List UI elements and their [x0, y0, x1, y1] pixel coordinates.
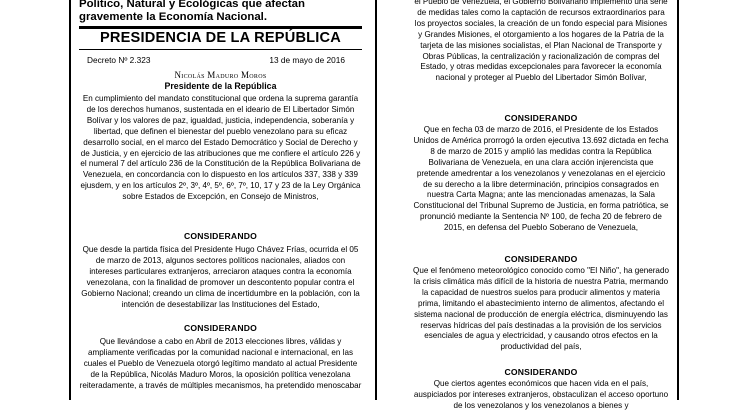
- considerando-paragraph: Que ciertos agentes económicos que hacen vida en el país, auspiciados por intereses extranjeros, obstaculizan el acceso oportuno de los venezolanos y los venezolanos a bienes y: [413, 379, 669, 410]
- considerando-heading: CONSIDERANDO: [183, 231, 258, 241]
- considerando-paragraph: Que llevándose a cabo en Abril de 2013 elecciones libres, válidas y ampliamente verificadas por la comunidad nacional e internacional, en las cuales el Pueblo de Venezuela otorgó legítimo mandato al actual Presidente de la República, Nicolás Maduro Moros, la oposición política venezolana reiteradamente, a través de múltiples mecanismos, ha pretendido menoscabar: [79, 337, 362, 390]
- right-margin-rule: [677, 0, 679, 400]
- section-rule-bottom: [79, 49, 362, 50]
- continued-paragraph: el Pueblo de Venezuela, el Gobierno Bolivariano implementó una serie de medidas tales como la captación de recursos extraordinarios para los proyectos sociales, la creación de un fondo especial para Misiones y Grandes Misiones, el otorgamiento a los hogares de la Patria de la tarjeta de las misiones socialistas, el Plan Nacional de Transporte y Obras Públicas, la centralización y racionalización de compras del Estado, y otras medidas excepcionales para favorecer la economía nacional y proteger al Pueblo del Libertador Simón Bolívar,: [414, 0, 668, 83]
- signer-block: [79, 70, 362, 92]
- considerando-heading: CONSIDERANDO: [183, 323, 258, 333]
- left-margin-rule: [69, 0, 71, 400]
- column-divider-rule: [375, 0, 377, 400]
- continued-heading: Político, Natural y Ecológicas que afectan gravemente la Economía Nacional.: [79, 0, 305, 23]
- decree-number: Decreto Nº 2.323: [87, 55, 151, 65]
- signer-name: Nicolás Maduro Moros: [174, 70, 267, 80]
- left-column: [79, 0, 362, 400]
- office-title: PRESIDENCIA DE LA REPÚBLICA: [99, 30, 342, 46]
- preamble-paragraph: En cumplimiento del mandato constitucional que ordena la suprema garantía de los derechos humanos, sustentada en el ideario de El Libertador Simón Bolívar y los valores de paz, igualdad, justicia, independencia, soberanía y libertad, que definen el bienestar del pueblo venezolano para su eficaz desarrollo social, en el marco del Estado Democrático y Social de Derecho y de Justicia, y en ejercicio de las atribuciones que me confiere el artículo 226 y el numeral 7 del artículo 236 de la Constitución de la República Bolivariana de Venezuela, en concordancia con lo dispuesto en los artículos 337, 338 y 339 ejusdem, y en los artículos 2º, 3º, 4º, 5º, 6º, 7º, 10, 17 y 23 de la Ley Orgánica sobre Estados de Excepción, en Consejo de Ministros,: [80, 94, 361, 202]
- considerando-paragraph: Que en fecha 03 de marzo de 2016, el Presidente de los Estados Unidos de América prorrogó la orden ejecutiva 13.692 dictada en fecha 8 de marzo de 2015 y amplió las medidas contra la República Bolivariana de Venezuela, en una clara acción injerencista que pretende amedrentar a los venezolanos y venezolanas en el ejercicio de su derecho a la libre determinación, principios consagrados en nuestra Carta Magna; ante las mencionadas amenazas, la Sala Constitucional del Tribunal Supremo de Justicia, en forma patriótica, se pronunció mediante la Sentencia Nº 100, de fecha 20 de febrero de 2015, en defensa del Pueblo Soberano de Venezuela,: [413, 125, 669, 233]
- considerando-paragraph: Que desde la partida física del Presidente Hugo Chávez Frías, ocurrida el 05 de marzo de 2013, algunos sectores políticos nacionales, aliados con intereses particulares extranjeros, arreciaron ataques contra la economía venezolana, con la finalidad de promover un descontento popular contra el Gobierno Nacional; creando un clima de incertidumbre en la población, con la intención de desestabilizar las Instituciones del Estado,: [81, 245, 360, 309]
- considerando-paragraph: Que el fenómeno meteorológico conocido como "El Niño", ha generado la crisis climática más difícil de la historia de nuestra Patria, mermando la capacidad de nuestros suelos para producir alimentos y materia prima, limitando el abastecimiento interno de alimentos, afectando el sistema nacional de producción de energía eléctrica, disminuyendo las reservas hídricas del país destinadas a la provisión de los servicios esenciales de agua y electricidad, y causando otros efectos en la productividad del país,: [413, 266, 669, 352]
- decree-date: 13 de mayo de 2016: [269, 55, 345, 65]
- considerando-heading: CONSIDERANDO: [504, 254, 578, 264]
- considerando-heading: CONSIDERANDO: [504, 113, 578, 123]
- signer-title: Presidente de la República: [164, 81, 277, 91]
- right-column: [412, 0, 670, 410]
- considerando-heading: CONSIDERANDO: [504, 367, 578, 377]
- section-rule-top: [79, 26, 362, 29]
